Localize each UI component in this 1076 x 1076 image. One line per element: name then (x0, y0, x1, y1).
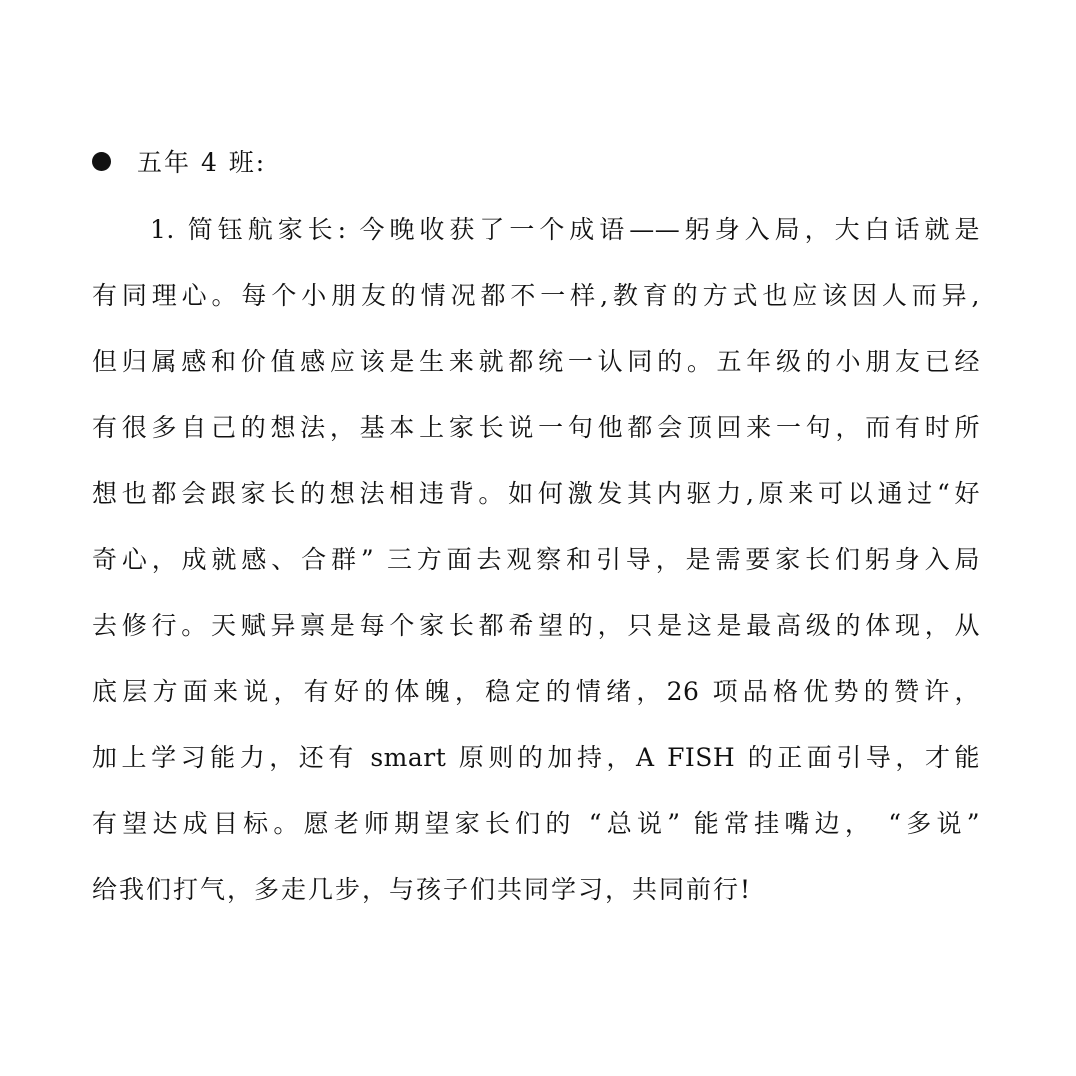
paragraph-line: 有同理心。每个小朋友的情况都不一样,教育的方式也应该因人而异, (92, 281, 980, 310)
paragraph-line: 底层方面来说，有好的体魄，稳定的情绪，26 项品格优势的赞许， (92, 677, 980, 706)
section-heading: 五年 4 班: (137, 148, 267, 177)
paragraph-line: 想也都会跟家长的想法相违背。如何激发其内驱力,原来可以通过“好 (92, 479, 980, 508)
section-heading-row (92, 141, 266, 181)
paragraph-line: 给我们打气，多走几步，与孩子们共同学习，共同前行! (92, 875, 753, 904)
paragraph (92, 205, 980, 931)
bullet-icon (92, 152, 111, 171)
paragraph-line: 但归属感和价值感应该是生来就都统一认同的。五年级的小朋友已经 (92, 347, 980, 376)
paragraph-line: 1. 简钰航家长: 今晚收获了一个成语——躬身入局，大白话就是 (150, 215, 980, 244)
paragraph-line: 奇心，成就感、合群” 三方面去观察和引导，是需要家长们躬身入局 (92, 545, 980, 574)
paragraph-line: 加上学习能力，还有 smart 原则的加持，A FISH 的正面引导，才能 (92, 743, 980, 772)
paragraph-line: 去修行。天赋异禀是每个家长都希望的，只是这是最高级的体现，从 (92, 611, 980, 640)
paragraph-line: 有望达成目标。愿老师期望家长们的 “总说” 能常挂嘴边， “多说” (92, 809, 980, 838)
paragraph-line: 有很多自己的想法，基本上家长说一句他都会顶回来一句，而有时所 (92, 413, 980, 442)
